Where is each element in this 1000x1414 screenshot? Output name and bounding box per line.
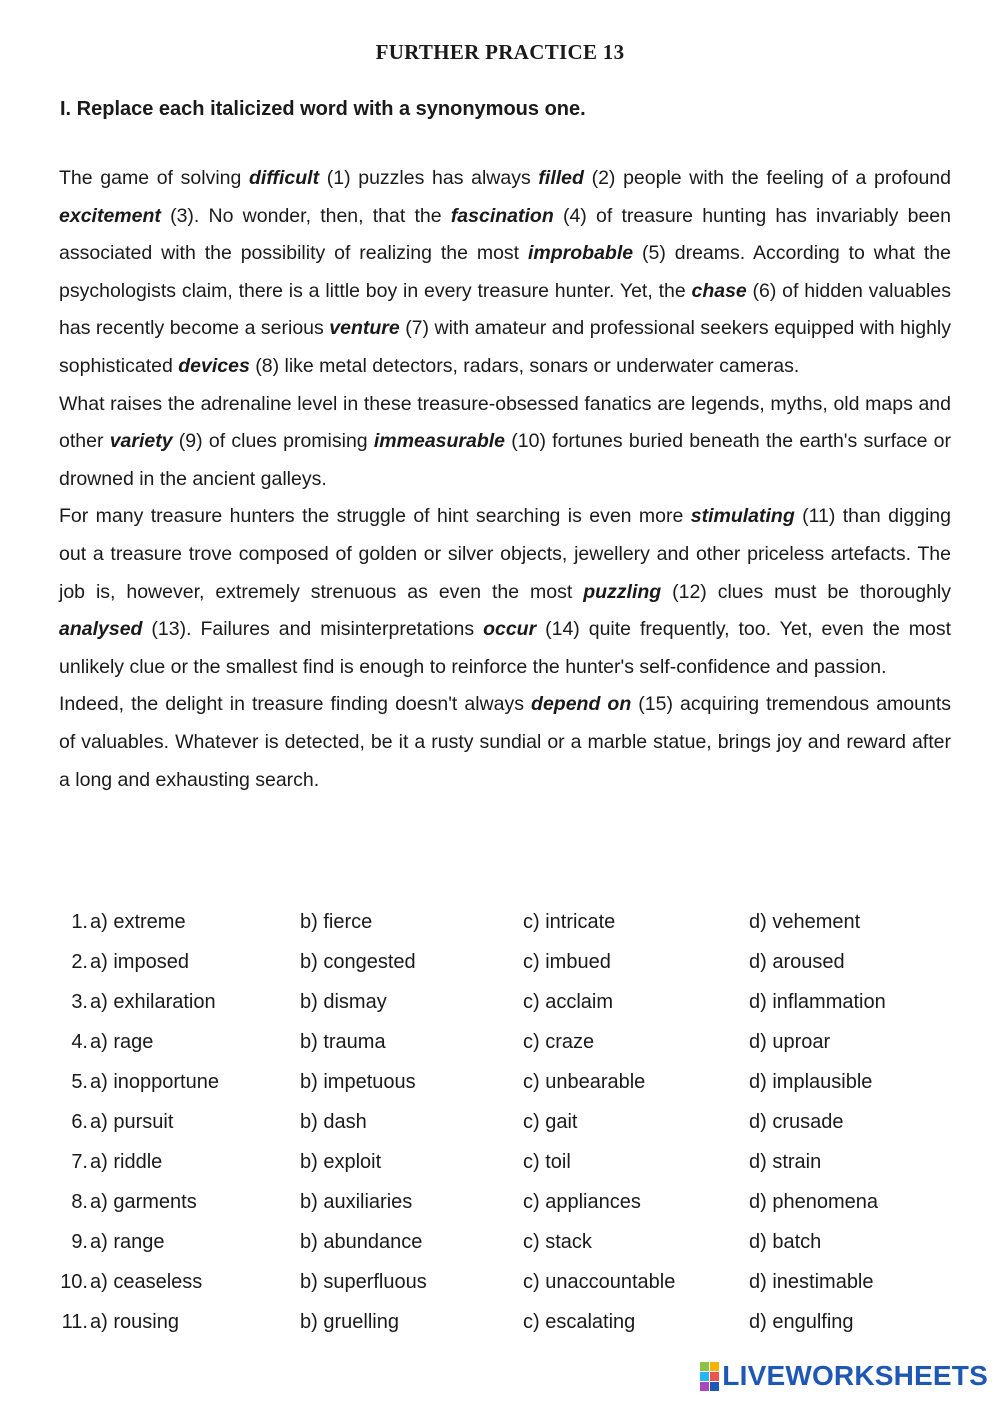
option-d[interactable]: d) crusade: [749, 1111, 844, 1134]
question-number: 10.: [60, 1271, 88, 1294]
answer-row: [55, 1143, 949, 1183]
italic-word-2: filled: [538, 167, 584, 189]
option-b[interactable]: b) exploit: [300, 1151, 382, 1174]
logo-square: [710, 1372, 719, 1381]
option-c[interactable]: c) toil: [523, 1151, 571, 1174]
logo-square: [700, 1362, 709, 1371]
option-a[interactable]: a) pursuit: [90, 1111, 174, 1134]
option-a[interactable]: a) inopportune: [90, 1070, 219, 1093]
option-d[interactable]: d) engulfing: [749, 1311, 854, 1334]
italic-word-11: stimulating: [690, 505, 795, 528]
italic-word-15: depend on: [531, 693, 632, 716]
answer-row: [55, 1183, 949, 1223]
italic-word-14: occur: [483, 618, 537, 641]
answer-row: [55, 902, 949, 942]
liveworksheets-logo: [700, 1360, 988, 1392]
option-a[interactable]: a) ceaseless: [90, 1271, 203, 1294]
option-b[interactable]: b) congested: [300, 950, 416, 973]
question-number: 8.: [71, 1191, 88, 1214]
option-a[interactable]: a) rousing: [90, 1311, 179, 1334]
option-a[interactable]: a) exhilaration: [90, 990, 216, 1013]
reading-passage: [59, 160, 951, 799]
option-b[interactable]: b) dismay: [300, 990, 387, 1013]
option-a[interactable]: a) rage: [90, 1030, 154, 1053]
option-d[interactable]: d) phenomena: [749, 1191, 878, 1214]
logo-square: [710, 1362, 719, 1371]
logo-square: [700, 1382, 709, 1391]
option-a[interactable]: a) riddle: [90, 1151, 163, 1174]
italic-word-6: chase: [691, 279, 747, 302]
option-d[interactable]: d) vehement: [749, 910, 861, 933]
question-number: 9.: [71, 1231, 88, 1254]
option-c[interactable]: c) intricate: [523, 910, 616, 933]
question-number: 3.: [71, 990, 88, 1013]
italic-word-5: improbable: [528, 242, 634, 265]
answer-row: [55, 1022, 949, 1062]
answer-row: [55, 1303, 949, 1343]
question-number: 2.: [71, 950, 88, 973]
option-b[interactable]: b) superfluous: [300, 1271, 427, 1294]
option-c[interactable]: c) acclaim: [523, 990, 614, 1013]
option-b[interactable]: b) dash: [300, 1111, 367, 1134]
answer-row: [55, 942, 949, 982]
option-b[interactable]: b) gruelling: [300, 1311, 399, 1334]
italic-word-8: devices: [178, 354, 250, 377]
logo-square: [700, 1372, 709, 1381]
option-c[interactable]: c) craze: [523, 1030, 595, 1053]
passage-paragraph-2: What raises the adrenaline level in these treasure-obsessed fanatics are legends, myths, old maps and other variety (9) of clues promising immeasurable (10) fortunes buried beneath the earth's surface or drowned in the ancient galleys.: [59, 392, 951, 490]
option-a[interactable]: a) range: [90, 1231, 165, 1254]
answer-row: [55, 1102, 949, 1142]
option-d[interactable]: d) batch: [749, 1231, 822, 1254]
option-c[interactable]: c) unaccountable: [523, 1271, 676, 1294]
italic-word-13: analysed: [59, 618, 143, 641]
answer-row: [55, 1263, 949, 1303]
italic-word-1: difficult: [249, 167, 320, 189]
answer-row: [55, 982, 949, 1022]
exercise-heading: I. Replace each italicized word with a synonymous one.: [60, 98, 586, 120]
option-b[interactable]: b) abundance: [300, 1231, 423, 1254]
italic-word-12: puzzling: [583, 580, 662, 603]
question-number: 11.: [61, 1311, 88, 1334]
option-c[interactable]: c) unbearable: [523, 1070, 646, 1093]
brand-text: LIVEWORKSHEETS: [722, 1360, 988, 1391]
italic-word-10: immeasurable: [373, 430, 506, 453]
option-c[interactable]: c) appliances: [523, 1191, 641, 1214]
option-c[interactable]: c) gait: [523, 1111, 578, 1134]
passage-paragraph-4: Indeed, the delight in treasure finding doesn't always depend on (15) acquiring tremendous amounts of valuables. Whatever is detected, be it a rusty sundial or a marble statue, brings joy and reward after a long and exhausting search.: [59, 693, 951, 791]
answer-row: [55, 1062, 949, 1102]
question-number: 6.: [71, 1111, 88, 1134]
question-number: 7.: [71, 1151, 88, 1174]
option-b[interactable]: b) trauma: [300, 1030, 386, 1053]
italic-word-7: venture: [329, 317, 400, 340]
logo-square: [710, 1382, 719, 1391]
option-a[interactable]: a) garments: [90, 1191, 197, 1214]
italic-word-3: excitement: [59, 204, 161, 227]
option-b[interactable]: b) fierce: [300, 910, 373, 933]
option-b[interactable]: b) auxiliaries: [300, 1191, 413, 1214]
option-d[interactable]: d) inestimable: [749, 1271, 874, 1294]
question-number: 5.: [71, 1070, 88, 1093]
option-d[interactable]: d) strain: [749, 1151, 822, 1174]
option-a[interactable]: a) imposed: [90, 950, 189, 973]
option-d[interactable]: d) implausible: [749, 1070, 873, 1093]
italic-word-4: fascination: [450, 204, 554, 227]
question-number: 4.: [71, 1030, 88, 1053]
passage-paragraph-3: For many treasure hunters the struggle of hint searching is even more stimulating (11) than digging out a treasure trove composed of golden or silver objects, jewellery and other priceless artefacts. The job is, however, extremely strenuous as even the most puzzling (12) clues must be thoroughly analysed (13). Failures and misinterpretations occur (14) quite frequently, too. Yet, even the most unlikely clue or the smallest find is enough to reinforce the hunter's self-confidence and passion.: [59, 505, 951, 678]
option-b[interactable]: b) impetuous: [300, 1070, 416, 1093]
answer-options: [55, 902, 949, 1343]
option-c[interactable]: c) imbued: [523, 950, 611, 973]
option-d[interactable]: d) aroused: [749, 950, 845, 973]
option-d[interactable]: d) uproar: [749, 1030, 831, 1053]
question-number: 1.: [71, 910, 88, 933]
italic-word-9: variety: [109, 430, 173, 453]
option-c[interactable]: c) escalating: [523, 1311, 636, 1334]
answer-row: [55, 1223, 949, 1263]
page-title: FURTHER PRACTICE 13: [375, 40, 625, 64]
option-c[interactable]: c) stack: [523, 1231, 592, 1254]
option-a[interactable]: a) extreme: [90, 910, 186, 933]
passage-paragraph-1: The game of solving difficult (1) puzzles has always filled (2) people with the feeling of a profound excitement (3). No wonder, then, that the fascination (4) of treasure hunting has invariably been associated with the possibility of realizing the most improbable (5) dreams. According to what the psychologists claim, there is a little boy in every treasure hunter. Yet, the chase (6) of hidden valuables has recently become a serious venture (7) with amateur and professional seekers equipped with highly sophisticated devices (8) like metal detectors, radars, sonars or underwater cameras.: [59, 167, 951, 377]
logo-mark-icon: [700, 1362, 719, 1391]
option-d[interactable]: d) inflammation: [749, 990, 886, 1013]
